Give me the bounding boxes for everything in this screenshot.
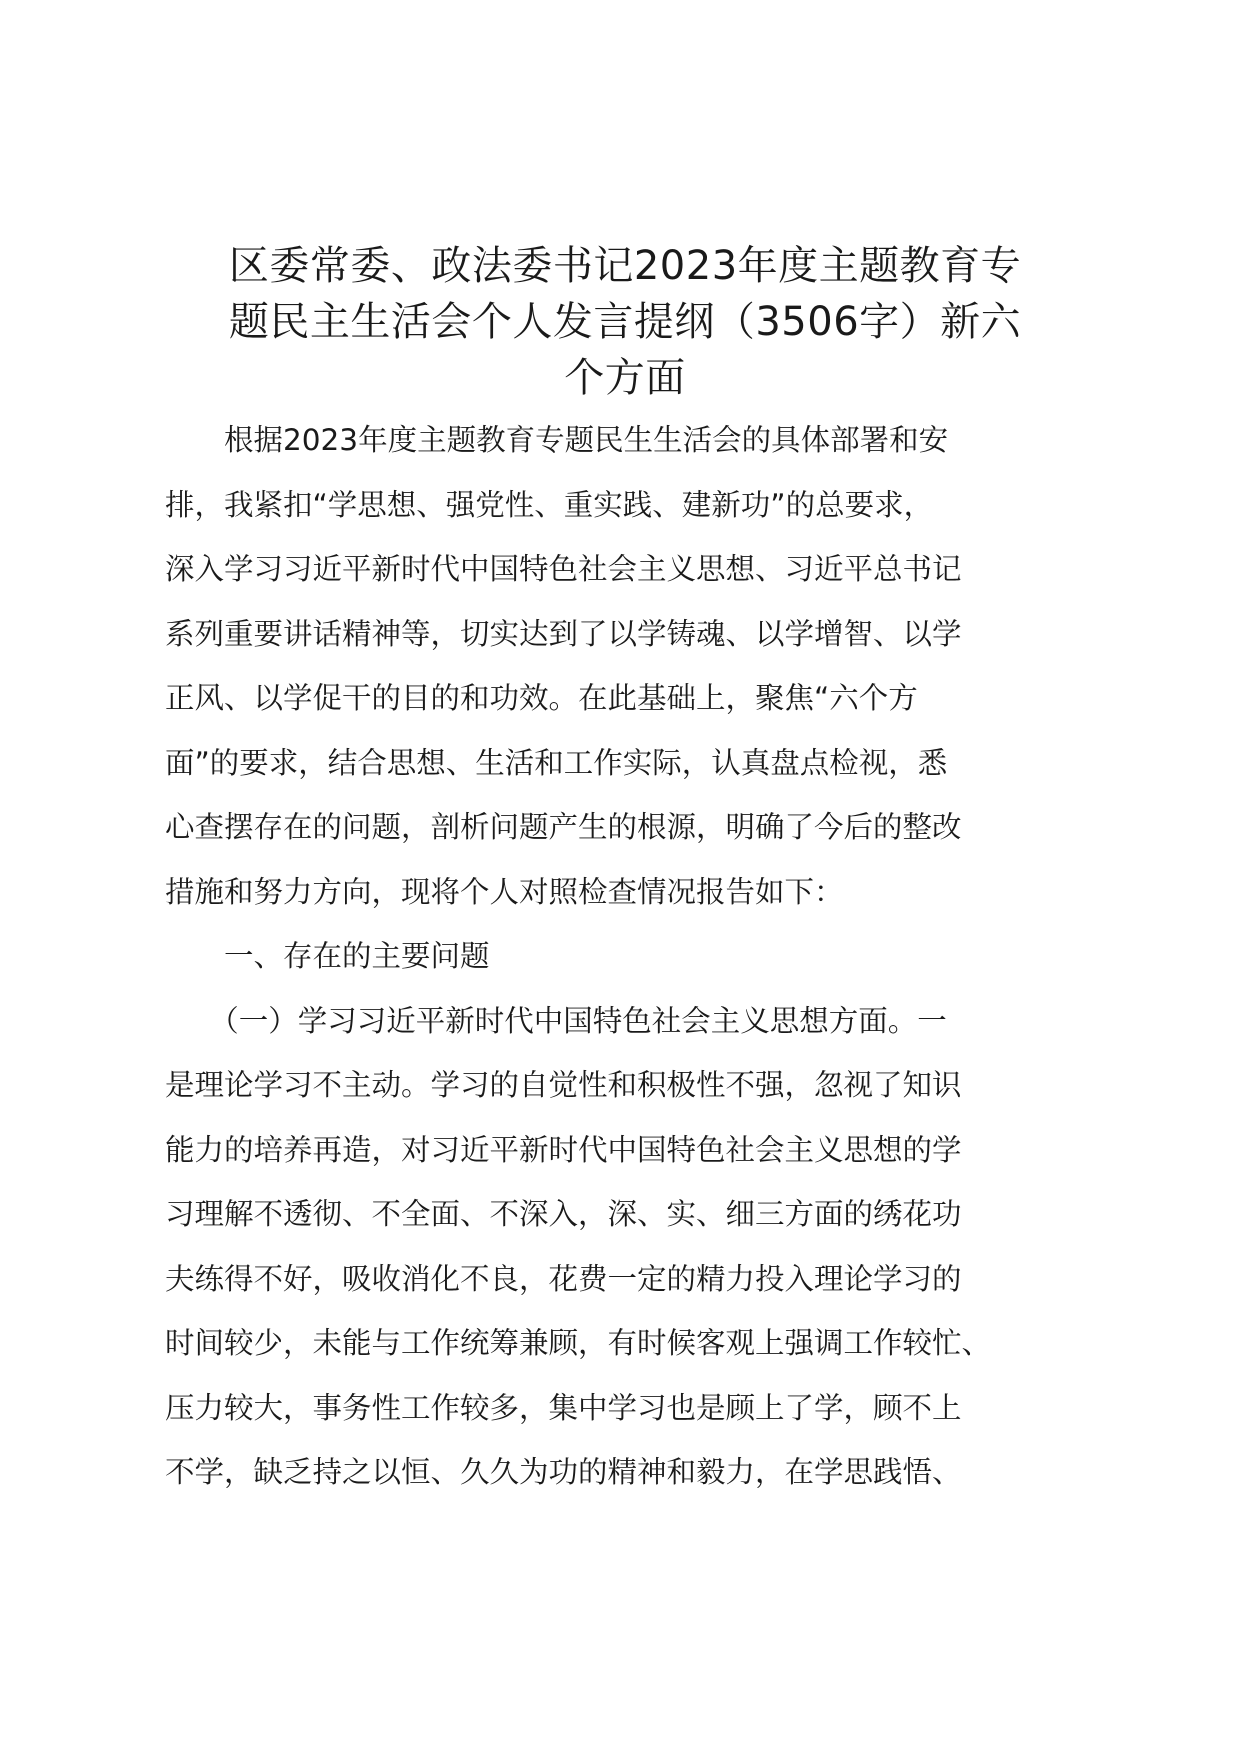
- title-line: 区委常委、政法委书记2023年度主题教育专: [228, 243, 1022, 289]
- body-line: 不学，缺乏持之以恒、久久为功的精神和毅力，在学思践悟、: [165, 1455, 962, 1489]
- title-line: 题民主生活会个人发言提纲（3506字）新六: [228, 299, 1022, 345]
- document-content: [165, 238, 1085, 1505]
- document-title: [165, 238, 1085, 406]
- section-heading: 一、存在的主要问题: [165, 939, 490, 973]
- body-line: 是理论学习不主动。学习的自觉性和积极性不强，忽视了知识: [165, 1068, 962, 1102]
- body-line: 心查摆存在的问题，剖析问题产生的根源，明确了今后的整改: [165, 810, 962, 844]
- body-line: 时间较少，未能与工作统筹兼顾，有时候客观上强调工作较忙、: [165, 1326, 992, 1360]
- title-line: 个方面: [564, 355, 686, 401]
- body-line: 面”的要求，结合思想、生活和工作实际，认真盘点检视，悉: [165, 745, 948, 780]
- body-line: 能力的培养再造，对习近平新时代中国特色社会主义思想的学: [165, 1132, 962, 1167]
- body-line: 压力较大，事务性工作较多，集中学习也是顾上了学，顾不上: [165, 1390, 962, 1425]
- body-line: 措施和努力方向，现将个人对照检查情况报告如下：: [165, 874, 844, 909]
- body-line: （一）学习习近平新时代中国特色社会主义思想方面。一: [165, 1003, 947, 1038]
- body-line: 根据2023年度主题教育专题民生生活会的具体部署和安: [165, 423, 949, 457]
- body-line: 排，我紧扣“学思想、强党性、重实践、建新功”的总要求，: [165, 487, 934, 522]
- body-line: 正风、以学促干的目的和功效。在此基础上，聚焦“六个方: [165, 681, 918, 715]
- body-line: 深入学习习近平新时代中国特色社会主义思想、习近平总书记: [165, 552, 962, 586]
- body-line: 夫练得不好，吸收消化不良，花费一定的精力投入理论学习的: [165, 1261, 962, 1296]
- body-line: 系列重要讲话精神等，切实达到了以学铸魂、以学增智、以学: [165, 616, 962, 651]
- document-body: [165, 408, 1085, 1505]
- body-line: 习理解不透彻、不全面、不深入，深、实、细三方面的绣花功: [165, 1197, 962, 1231]
